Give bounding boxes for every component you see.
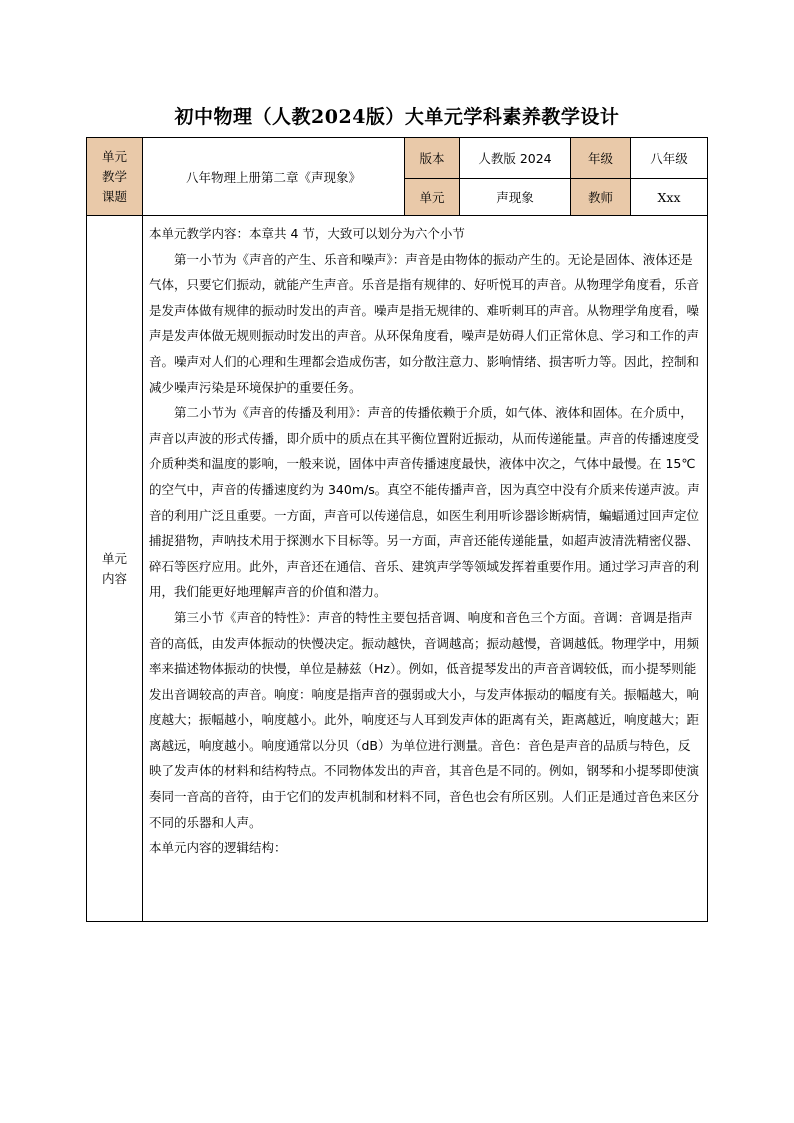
page-title: 初中物理（人教2024版）大单元学科素养教学设计 [174,106,620,128]
content-intro: 本单元教学内容：本章共 4 节，大致可以划分为六个小节 [149,226,465,241]
unit-design-table [86,137,708,922]
unit-topic-label [87,138,143,216]
version-label: 版本 [405,138,460,179]
unit-topic-value: 八年物理上册第二章《声现象》 [143,138,405,216]
content-label [87,216,143,922]
unit-label: 单元 [405,179,460,216]
teacher-value: Xxx [631,179,708,216]
unit-value: 声现象 [460,179,571,216]
grade-value: 八年级 [631,138,708,179]
content-label-text: 单元 内容 [101,550,127,586]
section-1-paragraph: 第一小节为《声音的产生、乐音和噪声》：声音是由物体的振动产生的。无论是固体、液体还是气体，只要它们振动，就能产生声音。乐音是指有规律的、好听悦耳的声音。从物理学角度看，乐音是发声体做有规律的振动时发出的声音。噪声是指无规律的、难听刺耳的声音。从物理学角度看，噪声是发声体做无规则振动时发出的声音。从环保角度看，噪声是妨碍人们正常休息、学习和工作的声音。噪声对人们的心理和生理都会造成伤害，如分散注意力、影响情绪、损害听力等。因此，控制和减少噪声污染是环境保护的重要任务。 [149,251,700,395]
content-closing: 本单元内容的逻辑结构： [149,840,287,856]
grade-label: 年级 [571,138,631,179]
version-value: 人教版 2024 [460,138,571,179]
unit-topic-label-text: 单元 教学 课题 [101,148,127,204]
teacher-label: 教师 [571,179,631,216]
section-2-paragraph: 第二小节为《声音的传播及利用》：声音的传播依赖于介质，如气体、液体和固体。在介质中，声音以声波的形式传播，即介质中的质点在其平衡位置附近振动，从而传递能量。声音的传播速度受介质种类和温度的影响，一般来说，固体中声音传播速度最快，液体中次之，气体中最慢。在 15℃的空气中，声音的传播速度约为 340m/s。真空不能传播声音，因为真空中没有介质来传递声波。声音的利用广泛且重要。一方面，声音可以传递信息，如医生利用听诊器诊断病情，蝙蝠通过回声定位捕捉猎物，声呐技术用于探测水下目标等。另一方面，声音还能传递能量，如超声波清洗精密仪器、碎石等医疗应用。此外，声音还在通信、音乐、建筑声学等领域发挥着重要作用。通过学习声音的利用，我们能更好地理解声音的价值和潜力。 [149,405,700,600]
content-body [143,216,708,922]
section-3-paragraph: 第三小节《声音的特性》：声音的特性主要包括音调、响度和音色三个方面。音调：音调是指声音的高低，由发声体振动的快慢决定。振动越快，音调越高；振动越慢，音调越低。物理学中，用频率来描述物体振动的快慢，单位是赫兹（Hz）。例如，低音提琴发出的声音音调较低，而小提琴则能发出音调较高的声音。响度：响度是指声音的强弱或大小，与发声体振动的幅度有关。振幅越大，响度越大；振幅越小，响度越小。此外，响度还与人耳到发声体的距离有关，距离越近，响度越大；距离越远，响度越小。响度通常以分贝（dB）为单位进行测量。音色：音色是声音的品质与特色，反映了发声体的材料和结构特点。不同物体发出的声音，其音色是不同的。例如，钢琴和小提琴即使演奏同一音高的音符，由于它们的发声机制和材料不同，音色也会有所区别。人们正是通过音色来区分不同的乐器和人声。 [149,609,700,830]
